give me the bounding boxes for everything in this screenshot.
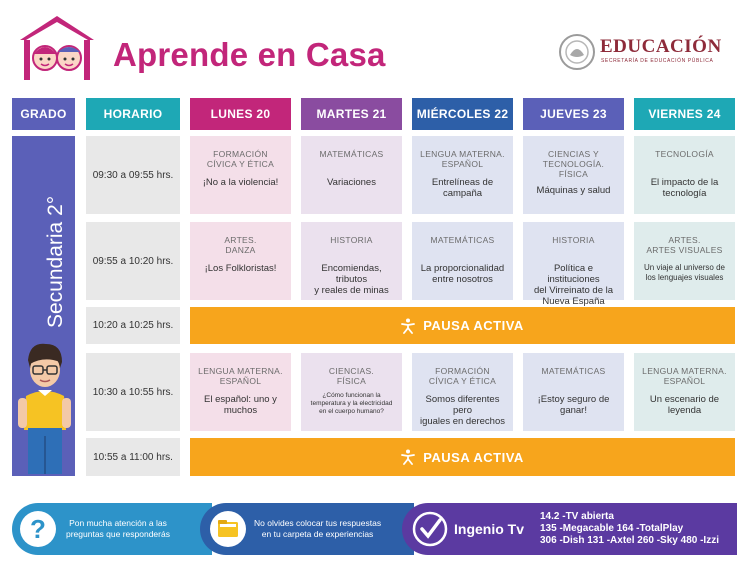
question-mark-icon <box>18 509 58 549</box>
topic-label: temperatura y la electricidad <box>310 400 393 407</box>
topic-label: Encomiendas, tributos <box>321 263 382 285</box>
class-cell-thu-1 <box>523 136 624 214</box>
subject-label: MATEMÁTICAS <box>319 149 384 159</box>
exercise-icon <box>401 318 415 334</box>
subject-label: HISTORIA <box>330 235 373 245</box>
grade-label: Secundaria 2° <box>44 195 67 328</box>
subject-label: CÍVICA Y ÉTICA <box>428 376 497 386</box>
time-slot-pause-2: 10:55 a 11:00 hrs. <box>86 438 180 476</box>
class-cell-fri-2 <box>634 222 735 300</box>
topic-label: ¿Cómo funcionan la <box>322 392 381 399</box>
active-break-label: PAUSA ACTIVA <box>423 449 524 465</box>
subject-label: LENGUA MATERNA. <box>420 149 505 159</box>
time-slot-pause-1: 10:20 a 10:25 hrs. <box>86 307 180 344</box>
topic-label: los lenguajes visuales <box>645 273 724 282</box>
aprende-en-casa-logo-icon <box>16 14 98 82</box>
topic-label: Somos diferentes pero <box>425 394 500 416</box>
class-cell-tue-2 <box>301 222 402 300</box>
subject-label: ESPAÑOL <box>663 376 706 386</box>
svg-text:?: ? <box>30 514 46 544</box>
class-cell-thu-3 <box>523 353 624 431</box>
class-cell-mon-2 <box>190 222 291 300</box>
active-break-banner-1 <box>190 307 735 344</box>
subject-label: FÍSICA <box>336 376 367 386</box>
topic-label: Nueva España <box>542 296 605 307</box>
subject-label: LENGUA MATERNA. <box>642 366 727 376</box>
class-cell-fri-1 <box>634 136 735 214</box>
subject-label: ARTES VISUALES <box>646 245 723 255</box>
topic-label: ganar! <box>560 405 587 416</box>
topic-label: campaña <box>442 188 483 199</box>
class-cell-wed-1 <box>412 136 513 214</box>
ingenio-tv-check-icon <box>412 511 448 547</box>
tip-folder <box>200 503 414 555</box>
subject-label: ESPAÑOL <box>441 159 484 169</box>
active-break-banner-2 <box>190 438 735 476</box>
topic-label: muchos <box>223 405 258 416</box>
subject-label: MATEMÁTICAS <box>541 366 606 376</box>
ministry-name: EDUCACIÓN <box>600 36 722 57</box>
tip-text: Pon mucha atención a las <box>69 518 167 528</box>
subject-label: DANZA <box>225 245 256 255</box>
time-slot-2: 09:55 a 10:20 hrs. <box>86 222 180 300</box>
subject-label: HISTORIA <box>552 235 595 245</box>
page-title: Aprende en Casa <box>113 36 386 73</box>
active-break-label: PAUSA ACTIVA <box>423 318 524 333</box>
topic-label: ¡No a la violencia! <box>202 177 279 188</box>
class-cell-tue-1 <box>301 136 402 214</box>
topic-label: leyenda <box>667 405 702 416</box>
topic-label: entre nosotros <box>432 274 493 285</box>
column-header-grade: GRADO <box>12 98 75 130</box>
topic-label: ¡Los Folkloristas! <box>204 263 277 274</box>
topic-label: iguales en derechos <box>419 416 506 427</box>
class-cell-wed-3 <box>412 353 513 431</box>
class-cell-mon-3 <box>190 353 291 431</box>
topic-label: tecnología <box>662 188 707 199</box>
channel-line: 306 -Dish 131 -Axtel 260 -Sky 480 -Izzi <box>540 535 719 546</box>
topic-label: Máquinas y salud <box>536 185 611 196</box>
ingenio-tv-brand: Ingenio Tv <box>454 521 524 537</box>
student-illustration-icon <box>14 338 74 476</box>
national-seal-icon <box>558 33 596 71</box>
class-cell-fri-3 <box>634 353 735 431</box>
column-header-time: HORARIO <box>86 98 180 130</box>
subject-label: CÍVICA Y ÉTICA <box>206 159 275 169</box>
exercise-icon <box>401 449 415 465</box>
tip-text: preguntas que responderás <box>66 529 170 539</box>
topic-label: El impacto de la <box>650 177 719 188</box>
subject-label: TECNOLOGÍA. <box>542 159 605 169</box>
topic-label: Política e instituciones <box>547 263 600 285</box>
ministry-subtitle: SECRETARÍA DE EDUCACIÓN PÚBLICA <box>601 58 714 64</box>
channel-line: 135 -Megacable 164 -TotalPlay <box>540 523 684 534</box>
column-header-tuesday: MARTES 21 <box>301 98 402 130</box>
topic-label: del Virreinato de la <box>533 285 614 296</box>
topic-label: Entrelíneas de <box>431 177 494 188</box>
class-cell-mon-1 <box>190 136 291 214</box>
class-cell-tue-3 <box>301 353 402 431</box>
topic-label: y reales de minas <box>314 285 389 296</box>
subject-label: LENGUA MATERNA. <box>198 366 283 376</box>
column-header-wednesday: MIÉRCOLES 22 <box>412 98 513 130</box>
subject-label: TECNOLOGÍA <box>655 149 714 159</box>
folder-icon <box>208 509 248 549</box>
topic-label: La proporcionalidad <box>420 263 505 274</box>
footer-bar <box>12 503 737 555</box>
topic-label: Un escenario de <box>649 394 720 405</box>
tip-attention <box>12 503 212 555</box>
subject-label: ARTES. <box>668 235 701 245</box>
tip-text: en tu carpeta de experiencias <box>261 529 374 539</box>
subject-label: FÍSICA <box>558 169 589 179</box>
column-header-friday: VIERNES 24 <box>634 98 735 130</box>
time-slot-1: 09:30 a 09:55 hrs. <box>86 136 180 214</box>
subject-label: ARTES. <box>224 235 257 245</box>
subject-label: MATEMÁTICAS <box>430 235 495 245</box>
topic-label: El español: uno y <box>204 394 277 405</box>
tv-channels-panel <box>402 503 737 555</box>
topic-label: Variaciones <box>327 177 376 188</box>
subject-label: FORMACIÓN <box>213 149 268 159</box>
channel-line: 14.2 -TV abierta <box>540 511 614 522</box>
subject-label: FORMACIÓN <box>435 366 490 376</box>
class-cell-wed-2 <box>412 222 513 300</box>
class-cell-thu-2 <box>523 222 624 307</box>
topic-label: en el cuerpo humano? <box>319 408 384 415</box>
time-slot-3: 10:30 a 10:55 hrs. <box>86 353 180 431</box>
subject-label: ESPAÑOL <box>219 376 262 386</box>
column-header-thursday: JUEVES 23 <box>523 98 624 130</box>
subject-label: CIENCIAS Y <box>547 149 600 159</box>
topic-label: ¡Estoy seguro de <box>537 394 610 405</box>
tip-text: No olvides colocar tus respuestas <box>254 518 382 528</box>
topic-label: Un viaje al universo de <box>644 263 725 272</box>
subject-label: CIENCIAS. <box>328 366 375 376</box>
column-header-monday: LUNES 20 <box>190 98 291 130</box>
